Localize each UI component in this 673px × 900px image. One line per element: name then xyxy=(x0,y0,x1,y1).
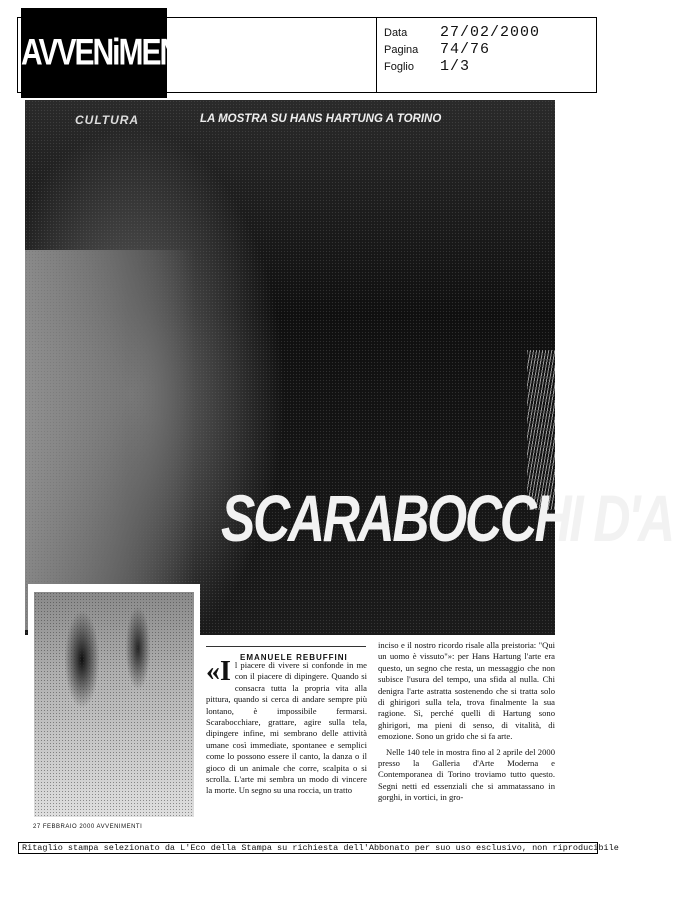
foglio-value: 1/3 xyxy=(440,58,471,75)
clipping-banner: Ritaglio stampa selezionato da L'Eco della Stampa su richiesta dell'Abbonato per suo uso esclusivo, non riproducibile xyxy=(18,842,598,854)
page-footer-ref: 27 FEBBRAIO 2000 AVVENIMENTI xyxy=(33,824,143,830)
byline: EMANUELE REBUFFINI xyxy=(240,653,348,662)
article-column-2 xyxy=(378,640,555,804)
header-divider xyxy=(376,18,377,92)
article-headline: SCARABOCCHI D'A xyxy=(221,481,673,555)
dropcap: «I xyxy=(206,656,231,687)
col2-paragraph-2: Nelle 140 tele in mostra fino al 2 aprile del 2000 presso la Galleria d'Arte Moderna e Contemporanea di Torino troviamo tutto questo. Segni netti ed essenziali che si ammatassano in gorghi, in vortici, in gro- xyxy=(378,746,555,803)
data-value: 27/02/2000 xyxy=(440,24,541,41)
hero-photo xyxy=(25,100,673,635)
painting-image xyxy=(28,584,200,822)
article-page xyxy=(25,100,673,832)
col2-paragraph-1: inciso e il nostro ricordo risale alla preistoria: "Qui un uomo è vissuto"»: per Hans Hartung l'arte era questo, un segno che resta, un messaggio che non subisce l'usura del tempo, una sfida al nulla. Chi denigra l'arte astratta sostenendo che si tratta solo di ghirigori sulla tela, trova finalmente la sua ragione. Sì, perché quelli di Hartung sono ghirigori, ma pieni di senso, di vitalità, di emozione. Sono un grido che si fa arte. xyxy=(378,640,555,742)
painting-canvas xyxy=(34,592,194,817)
data-label: Data xyxy=(384,26,408,39)
foglio-label: Foglio xyxy=(384,60,414,73)
col1-paragraph: l piacere di vivere si confonde in me con il piacere di dipingere. Quando si consacra tutta la propria vita alla pittura, quando si cerca di andare sempre più lontano, è impossibile fermarsi. Scarabocchiare, grattare, agire sulla tela, dipingere infine, mi sembrano delle attività umane così immediate, spontanee e semplici come lo possono essere il canto, la danza o il gioco di un animale che corre, scalpita o si scrolla. L'arte mi sembra un modo di vincere la morte. Un segno su una roccia, un tratto xyxy=(206,660,367,796)
section-label: CULTURA xyxy=(75,113,140,127)
avvenimenti-logo: AVVENiMENTI xyxy=(21,8,167,98)
article-kicker: LA MOSTRA SU HANS HARTUNG A TORINO xyxy=(200,113,442,125)
pagina-value: 74/76 xyxy=(440,41,491,58)
byline-rule xyxy=(206,646,366,647)
clipping-meta xyxy=(384,24,540,75)
pagina-label: Pagina xyxy=(384,43,419,56)
